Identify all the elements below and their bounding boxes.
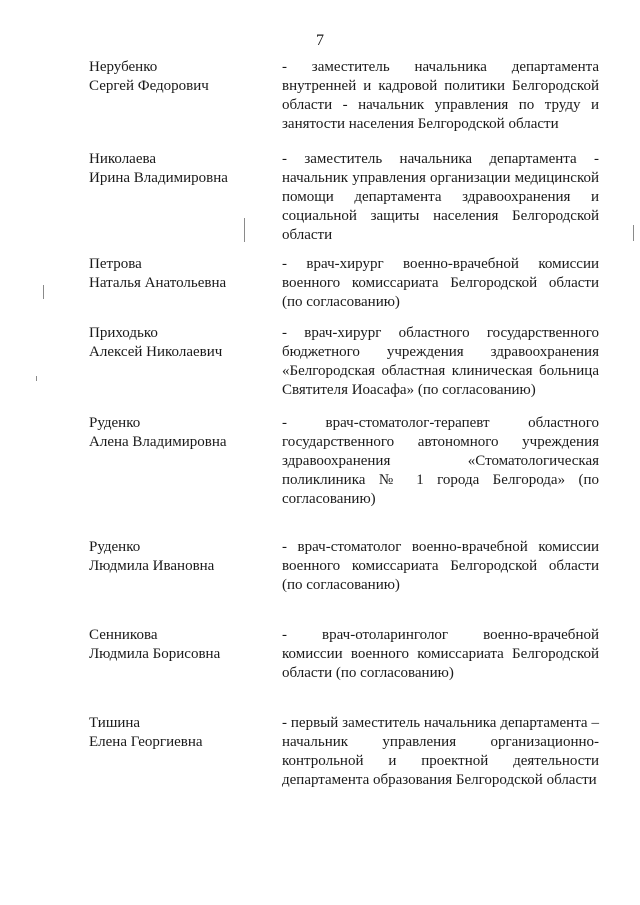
given-names: Алена Владимировна bbox=[89, 434, 227, 450]
person-name bbox=[89, 714, 274, 752]
person-name bbox=[89, 414, 274, 452]
person-name bbox=[89, 255, 274, 293]
given-names: Алексей Николаевич bbox=[89, 344, 223, 360]
position-description: - первый заместитель начальника департамента – начальник управления организационно-контрольной и проектной деятельности департамента образования Белгородской области bbox=[282, 715, 599, 788]
position-description: - врач-отоларинголог военно-врачебной комиссии военного комиссариата Белгородской области (по согласованию) bbox=[282, 627, 599, 681]
person-name bbox=[89, 538, 274, 576]
given-names: Сергей Федорович bbox=[89, 78, 209, 94]
given-names: Людмила Ивановна bbox=[89, 558, 215, 574]
given-names: Людмила Борисовна bbox=[89, 646, 221, 662]
page-number: 7 bbox=[316, 32, 324, 49]
surname: Николаева bbox=[89, 151, 157, 167]
position-description: - врач-хирург военно-врачебной комиссии военного комиссариата Белгородской области (по согласованию) bbox=[282, 256, 599, 310]
given-names: Наталья Анатольевна bbox=[89, 275, 227, 291]
person-name bbox=[89, 626, 274, 664]
position-description: - врач-стоматолог военно-врачебной комиссии военного комиссариата Белгородской области (по согласованию) bbox=[282, 539, 599, 593]
person-name bbox=[89, 58, 274, 96]
surname: Руденко bbox=[89, 539, 141, 555]
surname: Сенникова bbox=[89, 627, 158, 643]
surname: Тишина bbox=[89, 715, 141, 731]
surname: Приходько bbox=[89, 325, 158, 341]
person-name bbox=[89, 150, 274, 188]
scan-artifact bbox=[36, 376, 37, 381]
position-description: - врач-стоматолог-терапевт областного государственного автономного учреждения здравоохранения «Стоматологическая поликлиника № 1 города Белгорода» (по согласованию) bbox=[282, 415, 599, 507]
position-description: - врач-хирург областного государственного бюджетного учреждения здравоохранения «Белгородская областная клиническая больница Святителя Иоасафа» (по согласованию) bbox=[282, 325, 599, 398]
position-description: - заместитель начальника департамента внутренней и кадровой политики Белгородской области - начальник управления по труду и занятости населения Белгородской области bbox=[282, 59, 599, 132]
person-name bbox=[89, 324, 274, 362]
given-names: Ирина Владимировна bbox=[89, 170, 228, 186]
surname: Руденко bbox=[89, 415, 141, 431]
surname: Нерубенко bbox=[89, 59, 158, 75]
given-names: Елена Георгиевна bbox=[89, 734, 203, 750]
scan-artifact bbox=[244, 218, 245, 242]
scan-artifact bbox=[633, 225, 634, 241]
surname: Петрова bbox=[89, 256, 142, 272]
scan-artifact bbox=[43, 285, 44, 299]
position-description: - заместитель начальника департамента - начальник управления организации медицинской помощи департамента здравоохранения и социальной защиты населения Белгородской области bbox=[282, 151, 599, 243]
